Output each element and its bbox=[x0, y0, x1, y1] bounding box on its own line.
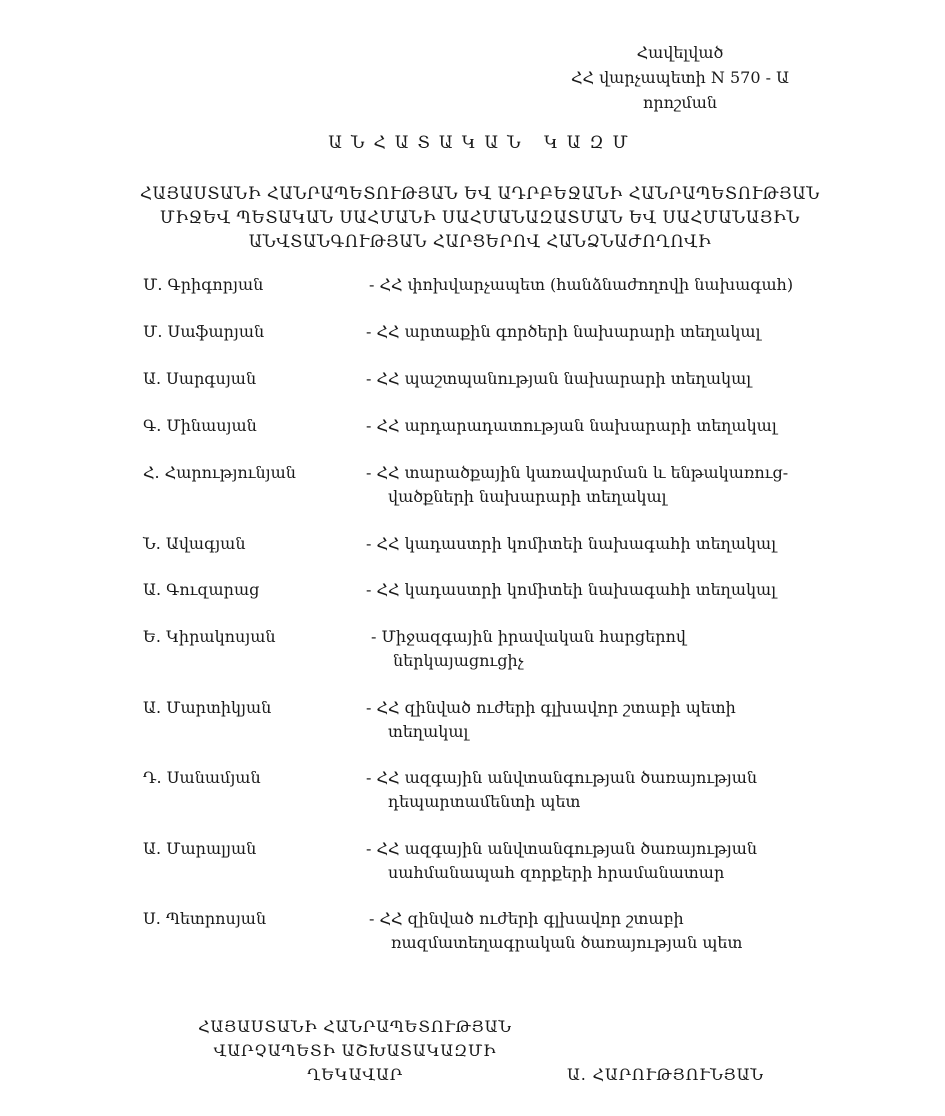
member-name: Ն. Ավագյան bbox=[143, 534, 246, 553]
member-role-line: - ՀՀ ազգային անվտանգության ծառայության bbox=[366, 768, 758, 787]
member-role-line: - ՀՀ փոխվարչապետ (հանձնաժողովի նախագահ) bbox=[369, 275, 794, 294]
member-role bbox=[366, 532, 806, 556]
member-name: Ա. Գուզարաց bbox=[143, 580, 260, 599]
member-name: Գ. Մինասյան bbox=[143, 416, 257, 435]
member-role bbox=[366, 461, 806, 509]
member-name: Դ. Սանամյան bbox=[143, 768, 261, 787]
member-role bbox=[371, 625, 811, 673]
member-role-line: վածքների նախարարի տեղակալ bbox=[388, 487, 667, 506]
document-type-heading: ԱՆՀԱՏԱԿԱՆ ԿԱԶՄ bbox=[328, 133, 637, 153]
member-role-line: - Միջազգային իրավական հարցերով bbox=[371, 627, 686, 646]
member-role-line: - ՀՀ արդարադատության նախարարի տեղակալ bbox=[366, 416, 777, 435]
member-role-line: - ՀՀ զինված ուժերի գլխավոր շտաբի bbox=[369, 909, 684, 928]
member-role-line: տեղակալ bbox=[388, 722, 469, 741]
member-role bbox=[366, 367, 806, 391]
member-role-line: ռազմատեղագրական ծառայության պետ bbox=[391, 933, 743, 952]
member-role bbox=[366, 766, 806, 814]
office-head-title-line: ՂԵԿԱՎԱՐ bbox=[307, 1065, 403, 1084]
member-role-line: դեպարտամենտի պետ bbox=[388, 792, 581, 811]
member-name: Ա. Մարտիկյան bbox=[143, 698, 272, 717]
approval-line: որոշման bbox=[642, 93, 718, 112]
member-role-line: - ՀՀ կադաստրի կոմիտեի նախագահի տեղակալ bbox=[366, 534, 777, 553]
member-role bbox=[366, 696, 806, 744]
member-role-line: - ՀՀ զինված ուժերի գլխավոր շտաբի պետի bbox=[366, 698, 736, 717]
member-name: Ա. Սարգսյան bbox=[143, 369, 257, 388]
commission-title-line: ԱՆՎՏԱՆԳՈՒԹՅԱՆ ՀԱՐՑԵՐՈՎ ՀԱՆՁՆԱԺՈՂՈՎԻ bbox=[248, 232, 712, 251]
member-name: Մ. Գրիգորյան bbox=[143, 275, 264, 294]
member-name: Հ. Հարությունյան bbox=[143, 463, 296, 482]
signatory-name: Ա. ՀԱՐՈՒԹՅՈՒՆՅԱՆ bbox=[567, 1065, 764, 1084]
commission-title-line: ՀԱՅԱՍՏԱՆԻ ՀԱՆՐԱՊԵՏՈՒԹՅԱՆ ԵՎ ԱԴՐԲԵՋԱՆԻ ՀԱՆՐԱՊԵՏՈՒԹՅԱՆ bbox=[140, 184, 820, 203]
member-name: Ս. Պետրոսյան bbox=[143, 909, 267, 928]
member-role-line: - ՀՀ արտաքին գործերի նախարարի տեղակալ bbox=[366, 322, 761, 341]
commission-title-line: ՄԻՋԵՎ ՊԵՏԱԿԱՆ ՍԱՀՄԱՆԻ ՍԱՀՄԱՆԱԶԱՏՄԱՆ ԵՎ ՍԱՀՄԱՆԱՅԻՆ bbox=[159, 208, 801, 227]
member-role bbox=[366, 414, 806, 438]
member-role-line: - ՀՀ պաշտպանության նախարարի տեղակալ bbox=[366, 369, 752, 388]
member-role-line: - ՀՀ ազգային անվտանգության ծառայության bbox=[366, 839, 758, 858]
office-head-title bbox=[180, 1015, 530, 1087]
member-role bbox=[366, 837, 806, 885]
member-name: Մ. Սաֆարյան bbox=[143, 322, 265, 341]
member-role-line: - ՀՀ տարածքային կառավարման և ենթակառուց- bbox=[366, 463, 789, 482]
office-head-title-line: ՀԱՅԱՍՏԱՆԻ ՀԱՆՐԱՊԵՏՈՒԹՅԱՆ bbox=[198, 1017, 512, 1036]
member-name: Ե. Կիրակոսյան bbox=[143, 627, 276, 646]
member-role-line: սահմանապահ զորքերի հրամանատար bbox=[388, 863, 725, 882]
approval-line: ՀՀ վարչապետի N 570 - Ա bbox=[570, 68, 790, 87]
member-role bbox=[369, 273, 809, 297]
office-head-title-line: ՎԱՐՉԱՊԵՏԻ ԱՇԽԱՏԱԿԱԶՄԻ bbox=[213, 1041, 497, 1060]
member-name: Ա. Մարալյան bbox=[143, 839, 257, 858]
member-role bbox=[366, 578, 806, 602]
member-role-line: ներկայացուցիչ bbox=[393, 651, 524, 670]
approval-line: Հավելված bbox=[636, 43, 724, 62]
member-role bbox=[366, 320, 806, 344]
member-role bbox=[369, 907, 809, 955]
member-role-line: - ՀՀ կադաստրի կոմիտեի նախագահի տեղակալ bbox=[366, 580, 777, 599]
